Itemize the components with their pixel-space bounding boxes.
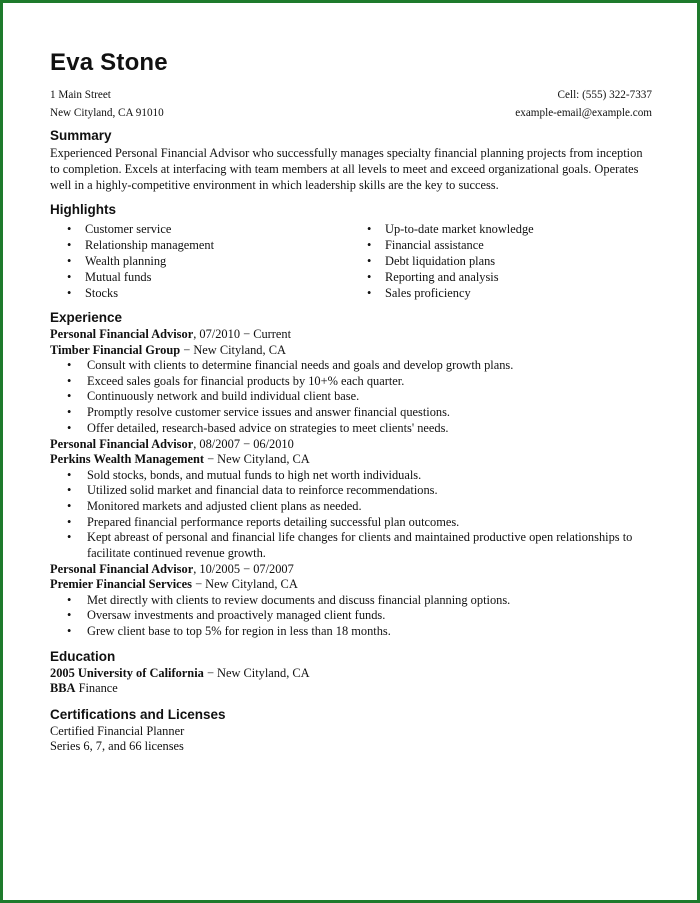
job-bullet: • Kept abreast of personal and financial life changes for clients and maintained productive open relationships to facilitate continued revenue growth. [50, 530, 652, 561]
certification-item: Certified Financial Planner [50, 723, 185, 738]
education-degree-line [50, 681, 652, 697]
address-block [50, 86, 164, 122]
highlight-item: • Relationship management [50, 237, 350, 253]
job-bullet: • Exceed sales goals for financial products by 10+% each quarter. [50, 374, 652, 390]
education-degree: BBA [50, 681, 76, 696]
phone: Cell: (555) 322-7337 [557, 89, 652, 101]
job-company-line [50, 577, 652, 593]
education-title: Education [50, 648, 116, 664]
job-bullet: • Sold stocks, bonds, and mutual funds to high net worth individuals. [50, 468, 652, 484]
job-company: Timber Financial Group [50, 342, 181, 357]
job-bullet: • Promptly resolve customer service issues and answer financial questions. [50, 405, 652, 421]
education-field: Finance [75, 681, 118, 696]
job-entry [50, 562, 652, 640]
highlights-left-column [50, 221, 350, 301]
job-bullet: • Continuously network and build individual client base. [50, 389, 652, 405]
job-dates: , 10/2005 − 07/2007 [193, 561, 294, 576]
job-role: Personal Financial Advisor [50, 327, 194, 341]
education-school-line [50, 666, 652, 682]
job-location: − New Cityland, CA [203, 452, 310, 467]
job-dates: , 08/2007 − 06/2010 [193, 436, 294, 451]
highlight-item: • Sales proficiency [350, 285, 650, 301]
certifications-title: Certifications and Licenses [50, 706, 226, 722]
job-bullet: • Prepared financial performance reports detailing successful plan outcomes. [50, 515, 652, 531]
job-bullet: • Utilized solid market and financial data to reinforce recommendations. [50, 483, 652, 499]
highlight-item: • Up-to-date market knowledge [350, 221, 650, 237]
job-entry [50, 437, 652, 562]
job-role: Personal Financial Advisor [50, 561, 194, 576]
job-bullets [50, 468, 652, 562]
resume-document [50, 48, 652, 755]
highlights-title: Highlights [50, 202, 116, 217]
highlight-item: • Financial assistance [350, 237, 650, 253]
contact-block [50, 86, 652, 122]
job-company: Premier Financial Services [50, 577, 192, 592]
job-bullet: • Met directly with clients to review documents and discuss financial planning options. [50, 593, 652, 609]
address-line-1: 1 Main Street [50, 89, 111, 101]
education-school: 2005 University of California [50, 665, 204, 680]
education-location: − New Cityland, CA [203, 665, 310, 680]
highlight-item: • Customer service [50, 221, 350, 237]
address-line-2: New Cityland, CA 91010 [50, 107, 164, 119]
job-bullet: • Monitored markets and adjusted client plans as needed. [50, 499, 652, 515]
job-bullet: • Consult with clients to determine financial needs and goals and develop growth plans. [50, 358, 652, 374]
job-bullets [50, 593, 652, 640]
highlight-item: • Mutual funds [50, 269, 350, 285]
phone-email-block [515, 86, 652, 122]
job-location: − New Cityland, CA [192, 577, 298, 592]
job-bullets [50, 358, 652, 437]
highlights-list [50, 221, 652, 301]
job-location: − New Cityland, CA [180, 342, 286, 357]
job-bullet: • Grew client base to top 5% for region in less than 18 months. [50, 624, 652, 640]
job-company: Perkins Wealth Management [50, 452, 204, 467]
job-role-line [50, 437, 652, 453]
experience-title: Experience [50, 310, 123, 325]
highlight-item: • Reporting and analysis [350, 269, 650, 285]
job-bullet: • Offer detailed, research-based advice on strategies to meet clients' needs. [50, 421, 652, 437]
job-bullet: • Oversaw investments and proactively managed client funds. [50, 608, 652, 624]
job-company-line [50, 452, 652, 468]
job-dates: , 07/2010 − Current [193, 327, 292, 341]
summary-title: Summary [50, 128, 112, 143]
job-role-line [50, 327, 652, 343]
highlight-item: • Wealth planning [50, 253, 350, 269]
email: example-email@example.com [515, 107, 652, 119]
job-entry [50, 327, 652, 437]
certification-item: Series 6, 7, and 66 licenses [50, 739, 184, 754]
candidate-name: Eva Stone [50, 49, 168, 76]
job-role: Personal Financial Advisor [50, 436, 194, 451]
summary-text: Experienced Personal Financial Advisor who successfully manages specialty financial planning projects from inception to completion. Excels at interfacing with team members at all levels to meet and exceed organizational goals. Operates well in a highly-competitive environment in which leadership skills are the key to success. [50, 146, 643, 192]
highlights-right-column [350, 221, 650, 301]
job-company-line [50, 343, 652, 359]
highlight-item: • Debt liquidation plans [350, 253, 650, 269]
highlight-item: • Stocks [50, 285, 350, 301]
job-role-line [50, 562, 652, 578]
